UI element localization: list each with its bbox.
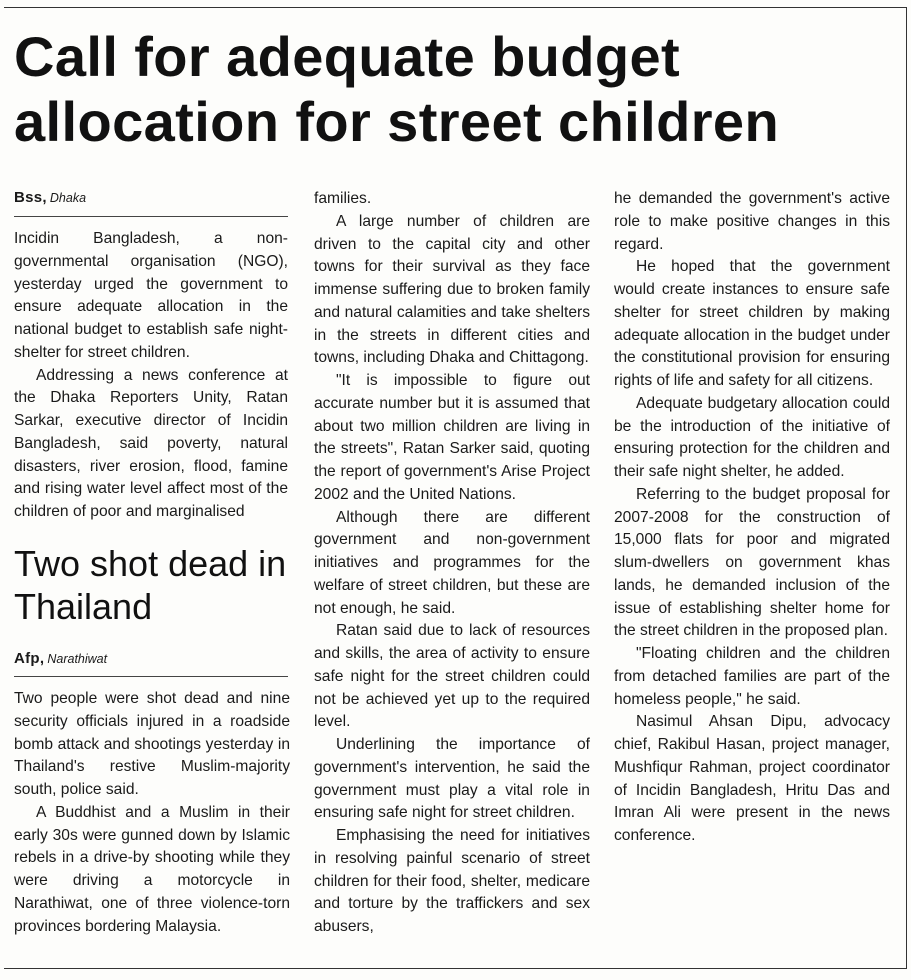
paragraph: Emphasising the need for initiatives in resolving painful scenario of street children for their food, shelter, medicare and torture by the traffickers and sex abusers, (314, 827, 590, 935)
paragraph: Nasimul Ahsan Dipu, advocacy chief, Rakibul Hasan, project manager, Mushfiqur Rahman, project coordinator of Incidin Bangladesh, Hritu Das and Imran Ali were present in the news conference. (614, 713, 890, 844)
main-story-column-1 (14, 228, 288, 524)
paragraph: "It is impossible to figure out accurate number but it is assumed that about two million children are living in the streets", Ratan Sarker said, quoting the report of government's Arise Project 2002 and the United Nations. (314, 372, 590, 503)
main-byline-place: Dhaka (49, 191, 87, 205)
main-story-column-2 (314, 188, 590, 939)
second-byline-divider (14, 676, 288, 677)
paragraph: Two people were shot dead and nine security officials injured in a roadside bomb attack and shootings yesterday in Thailand's restive Muslim-majority south, police said. (14, 690, 290, 798)
second-byline (14, 650, 107, 667)
bottom-rule (4, 968, 907, 969)
paragraph: families. (314, 190, 372, 207)
second-story-column (14, 688, 290, 938)
paragraph: Underlining the importance of government's intervention, he said the government must play a vital role in ensuring safe night for street children. (314, 736, 590, 822)
second-byline-agency: Afp, (14, 650, 45, 667)
main-byline-divider (14, 216, 288, 217)
paragraph: A large number of children are driven to the capital city and other towns for their survival as they face immense suffering due to broken family and natural calamities and take shelters in the streets in different cities and towns, including Dhaka and Chittagong. (314, 212, 590, 367)
main-story-column-3 (614, 188, 890, 848)
main-headline: Call for adequate budget allocation for street children (14, 25, 780, 153)
paragraph: Ratan said due to lack of resources and skills, the area of activity to ensure safe night for the street children could not be achieved yet up to the required level. (314, 622, 590, 731)
paragraph: Although there are different government and non-government initiatives and programmes for the welfare of street children, but these are not enough, he said. (314, 508, 590, 617)
main-byline-agency: Bss, (14, 189, 47, 206)
paragraph: "Floating children and the children from detached families are part of the homeless people," he said. (614, 645, 890, 708)
top-rule (4, 7, 907, 8)
paragraph: Referring to the budget proposal for 2007-2008 for the construction of 15,000 flats for poor and migrated slum-dwellers on government khas lands, he demanded inclusion of the issue of establishing shelter home for the street children in the proposed plan. (614, 485, 890, 640)
paragraph: Adequate budgetary allocation could be the introduction of the initiative of ensuring protection for the children and their safe night shelter, he added. (614, 394, 890, 480)
second-headline: Two shot dead in Thailand (14, 543, 287, 627)
paragraph: He hoped that the government would create instances to ensure safe shelter for street children by making adequate allocation in the budget under the constitutional provision for ensuring rights of life and safety for all citizens. (614, 258, 890, 389)
paragraph: Incidin Bangladesh, a non-governmental organisation (NGO), yesterday urged the government to ensure adequate allocation in the national budget to establish safe night-shelter for street children. (14, 230, 288, 361)
right-rule (906, 7, 907, 969)
paragraph: A Buddhist and a Muslim in their early 30s were gunned down by Islamic rebels in a drive-by shooting while they were driving a motorcycle in Narathiwat, one of three violence-torn provinces bordering Malaysia. (14, 803, 290, 935)
second-byline-place: Narathiwat (47, 652, 108, 666)
paragraph: he demanded the government's active role to make positive changes in this regard. (614, 190, 890, 253)
paragraph: Addressing a news conference at the Dhaka Reporters Unity, Ratan Sarkar, executive director of Incidin Bangladesh, said poverty, natural disasters, river erosion, flood, famine and rising water level affect most of the children of poor and marginalised (14, 366, 288, 520)
main-byline (14, 189, 86, 206)
